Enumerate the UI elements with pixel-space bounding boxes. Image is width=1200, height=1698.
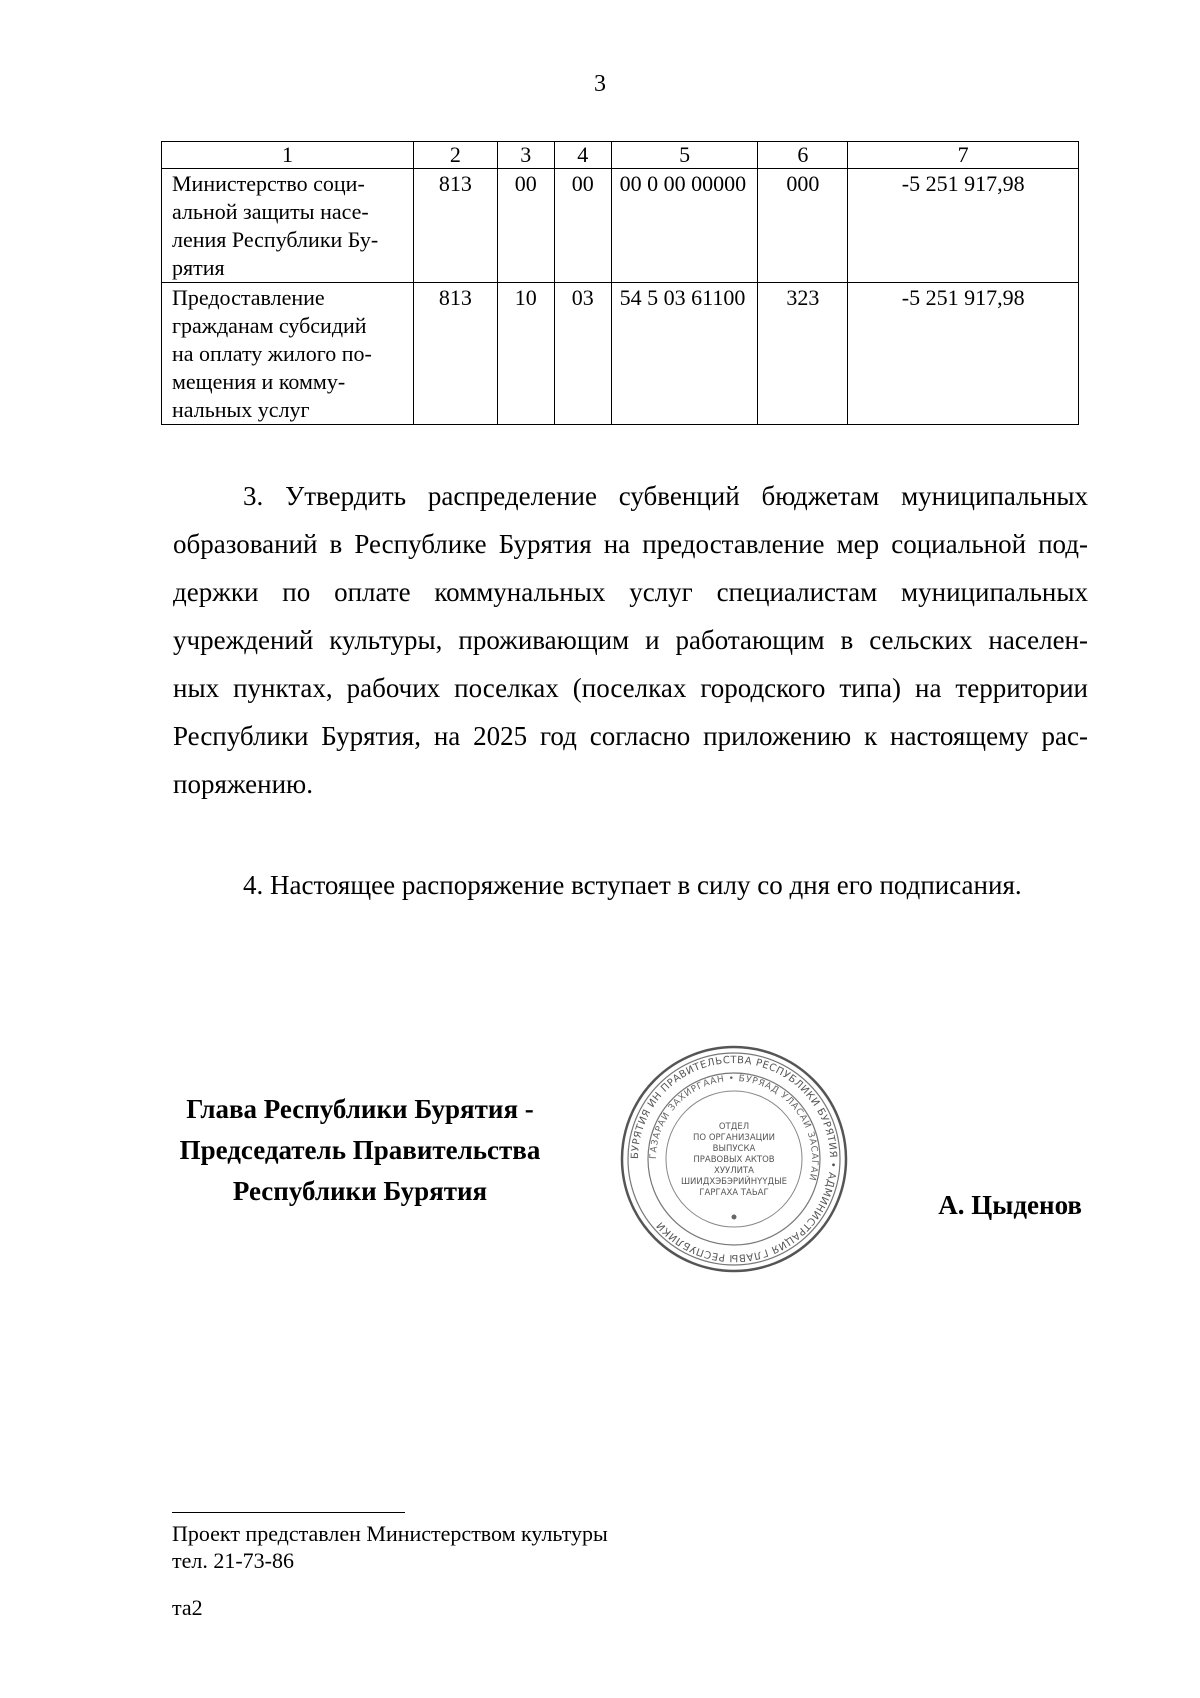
seal-center-line: ХУУЛИТА [714,1166,754,1176]
table-cell: 00 [554,169,611,283]
name-line: альной защиты насе- [172,199,369,224]
paragraph-line: образований в Республике Бурятия на предоставление мер социальной под- [173,529,1088,559]
name-line: Министерство соци- [172,171,365,196]
paragraph-4: 4. Настоящее распоряжение вступает в силу со дня его подписания. [243,870,1022,900]
seal-center-line: ШИИДХЭБЭРИЙНҮҮДЫЕ [680,1177,788,1187]
footnote [172,1520,608,1574]
seal-center-line: ПО ОРГАНИЗАЦИИ [693,1133,775,1143]
table-header-cell: 2 [413,142,497,169]
signatory-title-line: Республики Бурятия [232,1176,488,1206]
table-cell: 10 [497,283,554,425]
table-cell-name [162,283,414,425]
footnote-line: Проект представлен Министерством культуры [172,1521,608,1546]
name-line: нальных услуг [172,397,310,422]
table-cell: 813 [413,169,497,283]
paragraph-line: ных пунктах, рабочих поселках (поселках городского типа) на территории [173,673,1088,703]
table-cell: 00 [497,169,554,283]
table-header-cell: 3 [497,142,554,169]
executor-code: та2 [172,1595,203,1620]
paragraph-line: поряжению. [173,769,313,799]
name-line: Предоставление [172,285,325,310]
paragraph-line: учреждений культуры, проживающим и работающим в сельских населен- [173,625,1088,655]
table-cell: 54 5 03 61100 [611,283,758,425]
budget-table [161,141,1079,425]
table-cell: 813 [413,283,497,425]
table-header-cell: 4 [554,142,611,169]
seal-center-line: ГАРГАХА ТАЬАГ [699,1188,769,1198]
table-cell-amount: -5 251 917,98 [848,169,1079,283]
signatory-title-line: Председатель Правительства [179,1135,541,1165]
name-line: мещения и комму- [172,369,346,394]
seal-center-line: ВЫПУСКА [712,1144,756,1154]
signatory-title [150,1089,570,1212]
paragraph-3 [173,472,1088,808]
name-line: ления Республики Бу- [172,227,379,252]
seal-center-line: ПРАВОВЫХ АКТОВ [693,1155,775,1165]
page-number: 3 [594,71,606,97]
table-header-cell: 5 [611,142,758,169]
name-line: гражданам субсидий [172,313,367,338]
signatory-title-line: Глава Республики Бурятия - [186,1094,534,1124]
table-cell: 323 [758,283,848,425]
footnote-line: тел. 21-73-86 [172,1548,295,1573]
table-header-cell: 6 [758,142,848,169]
table-header-cell: 7 [848,142,1079,169]
table-row [162,283,1079,425]
table-cell: 00 0 00 00000 [611,169,758,283]
table-header-cell: 1 [162,142,414,169]
seal-center-line: ОТДЕЛ [718,1122,750,1132]
table-cell-name [162,169,414,283]
table-cell: 000 [758,169,848,283]
paragraph-line: держки по оплате коммунальных услуг специалистам муниципальных [173,577,1088,607]
name-line: на оплату жилого по- [172,341,372,366]
paragraph-line: 3. Утвердить распределение субвенций бюджетам муниципальных [243,481,1088,511]
seal-outer-text: БУРЯТИЯ ИН ПРАВИТЕЛЬСТВА РЕСПУБЛИКИ БУРЯТИЯ • АДМИНИСТРАЦИЯ ГЛАВЫ РЕСПУБЛИКИ [629,1054,839,1264]
table-row [162,169,1079,283]
paragraph-line: Республики Бурятия, на 2025 год согласно приложению к настоящему рас- [173,721,1088,751]
footnote-divider [172,1512,405,1513]
seal-inner-text: ГАЗАРАЙ ЗАХИРГААН • БУРЯАД УЛАСАЙ ЗАСАГАЙ [648,1073,820,1183]
official-seal-icon [618,1043,850,1275]
signatory-name: А. Цыденов [938,1190,1082,1220]
table-header-row [162,142,1079,169]
table-cell-amount: -5 251 917,98 [848,283,1079,425]
table-cell: 03 [554,283,611,425]
name-line: рятия [172,255,225,280]
